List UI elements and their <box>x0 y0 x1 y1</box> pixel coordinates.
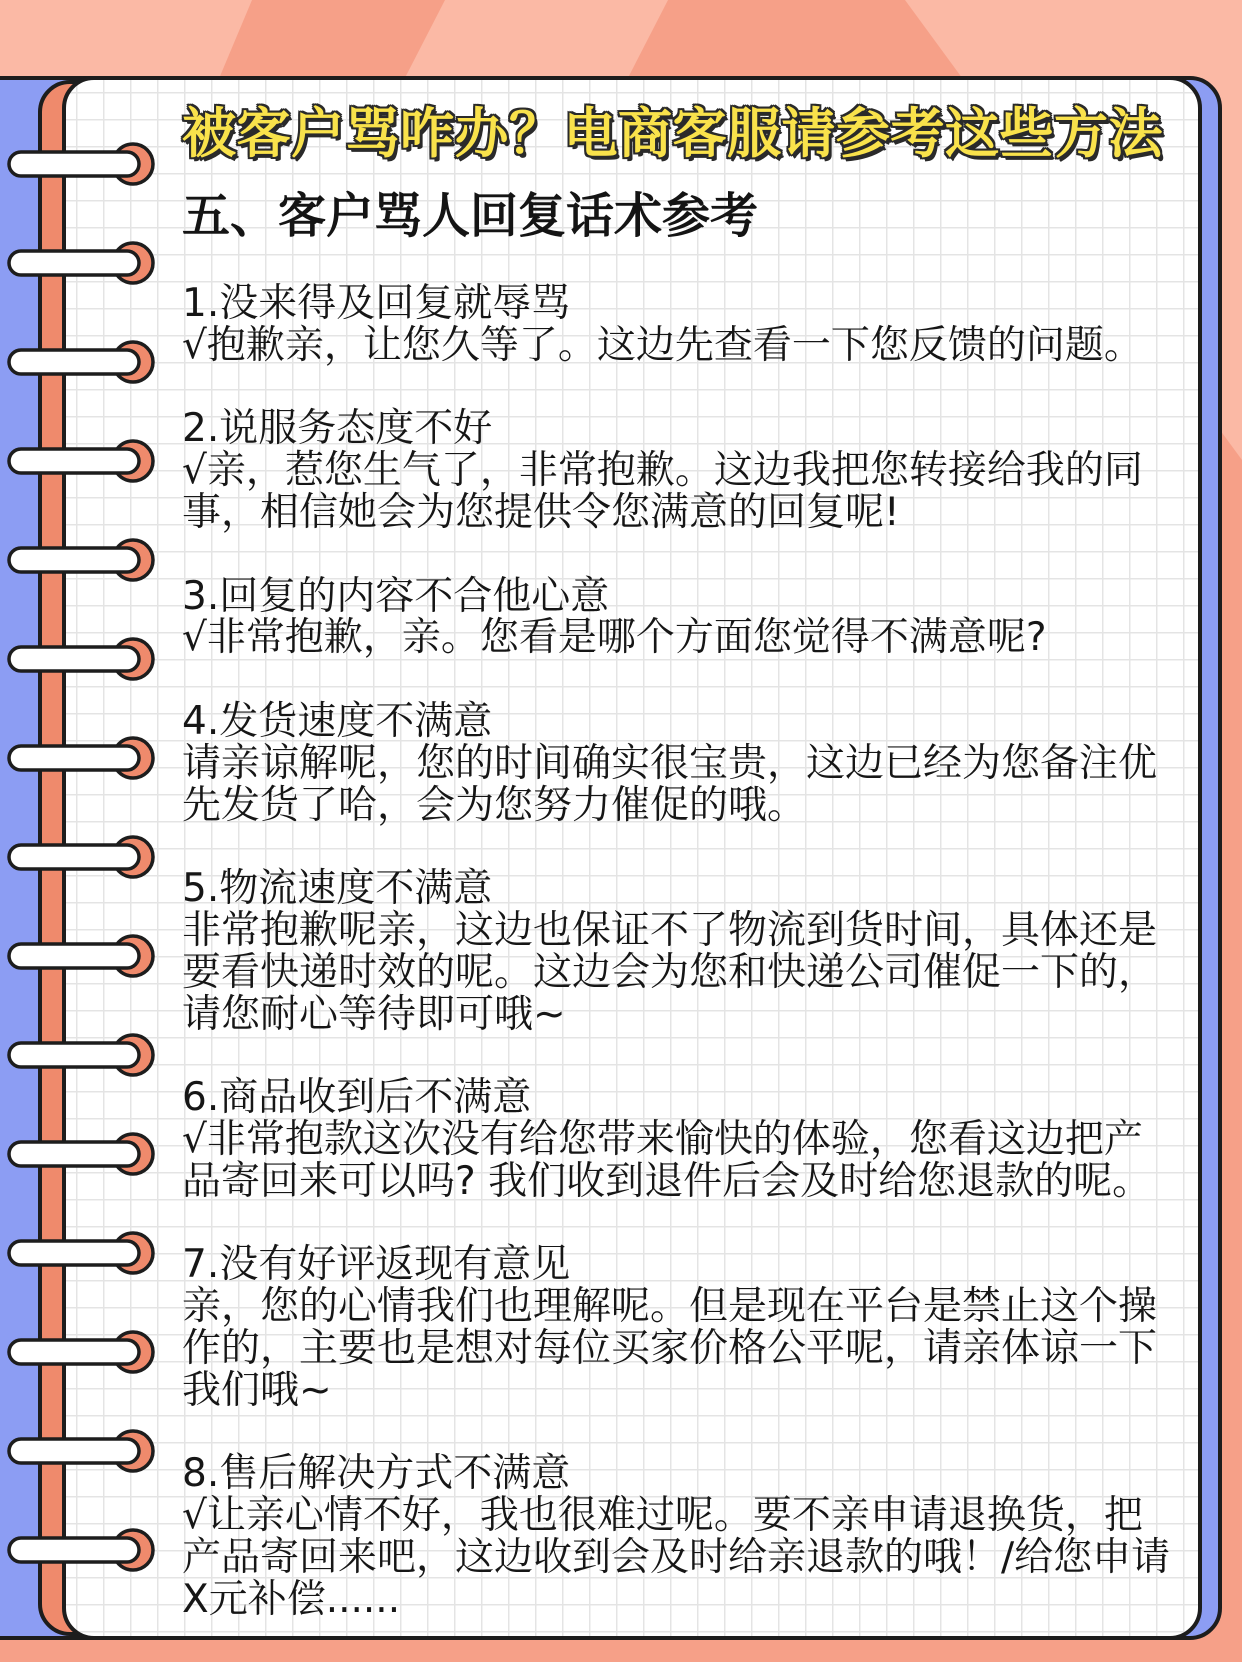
item-reply-line: 先发货了哈，会为您努力催促的哦。 <box>182 782 807 828</box>
item-reply-line: 产品寄回来吧，这边收到会及时给亲退款的哦！/给您申请 <box>182 1534 1171 1580</box>
spiral-ring <box>9 1035 153 1075</box>
ring-wire <box>9 152 139 176</box>
ring-wire <box>9 746 139 770</box>
spiral-ring <box>9 837 153 877</box>
reply-item-3 <box>182 573 1170 661</box>
ring-wire <box>9 251 139 275</box>
spiral-ring <box>9 1530 153 1570</box>
ring-wire <box>9 845 139 869</box>
reply-item-8 <box>182 1453 1170 1620</box>
spiral-ring <box>9 1431 153 1471</box>
item-heading: 1.没来得及回复就辱骂 <box>182 281 571 326</box>
spiral-ring <box>9 738 153 778</box>
spiral-ring <box>9 1332 153 1372</box>
item-heading: 2.说服务态度不好 <box>182 406 493 452</box>
spiral-ring <box>9 639 153 679</box>
ring-wire <box>9 548 139 572</box>
ring-wire <box>9 1340 139 1364</box>
item-reply-line: √抱歉亲，让您久等了。这边先查看一下您反馈的问题。 <box>182 322 1143 368</box>
reply-item-7 <box>182 1244 1170 1411</box>
section-heading: 五、客户骂人回复话术参考 <box>182 188 759 244</box>
reply-item-4 <box>182 698 1170 828</box>
ring-wire <box>9 350 139 374</box>
ring-wire <box>9 449 139 473</box>
item-reply-line: √亲，惹您生气了，非常抱歉。这边我把您转接给我的同 <box>182 448 1143 494</box>
ring-wire <box>9 1043 139 1067</box>
item-reply-line: √让亲心情不好，我也很难过呢。要不亲申请退换货，把 <box>182 1493 1143 1539</box>
item-heading: 8.售后解决方式不满意 <box>182 1451 571 1497</box>
item-heading: 7.没有好评返现有意见 <box>182 1242 571 1288</box>
item-reply-line: √非常抱歉，亲。您看是哪个方面您觉得不满意呢? <box>182 615 1047 661</box>
reply-item-2 <box>182 408 1170 533</box>
spiral-ring <box>9 342 153 382</box>
spiral-ring <box>9 936 153 976</box>
item-heading: 4.发货速度不满意 <box>182 698 493 744</box>
ring-wire <box>9 944 139 968</box>
item-heading: 5.物流速度不满意 <box>182 866 493 912</box>
item-reply-line: 非常抱歉呢亲，这边也保证不了物流到货时间，具体还是 <box>182 907 1158 953</box>
spiral-ring <box>9 540 153 580</box>
ring-wire <box>9 1142 139 1166</box>
reply-item-6 <box>182 1077 1170 1202</box>
item-reply-line: 请亲谅解呢，您的时间确实很宝贵，这边已经为您备注优 <box>182 740 1158 786</box>
spiral-ring <box>9 441 153 481</box>
item-reply-line: 作的，主要也是想对每位买家价格公平呢，请亲体谅一下 <box>182 1325 1158 1371</box>
page-title: 被客户骂咋办？电商客服请参考这些方法 <box>182 102 1163 165</box>
item-reply-line: 亲，您的心情我们也理解呢。但是现在平台是禁止这个操 <box>182 1284 1158 1330</box>
item-heading: 3.回复的内容不合他心意 <box>182 573 610 619</box>
item-reply-line: 请您耐心等待即可哦~ <box>182 991 566 1037</box>
spiral-ring <box>9 1134 153 1174</box>
item-heading: 6.商品收到后不满意 <box>182 1075 532 1121</box>
item-reply-line: 品寄回来可以吗? 我们收到退件后会及时给您退款的呢。 <box>182 1158 1152 1204</box>
spiral-ring <box>9 144 153 184</box>
ring-wire <box>9 647 139 671</box>
item-reply-line: 我们哦~ <box>182 1367 332 1413</box>
reply-scripts-list <box>182 283 1170 1662</box>
reply-item-5 <box>182 868 1170 1035</box>
ring-wire <box>9 1241 139 1265</box>
spiral-ring <box>9 1233 153 1273</box>
item-reply-line: 要看快递时效的呢。这边会为您和快递公司催促一下的， <box>182 949 1158 995</box>
item-reply-line: X元补偿...... <box>182 1576 401 1622</box>
item-reply-line: √非常抱款这次没有给您带来愉快的体验，您看这边把产 <box>182 1116 1143 1162</box>
spiral-ring <box>9 243 153 283</box>
item-reply-line: 事，相信她会为您提供令您满意的回复呢! <box>182 489 900 535</box>
spiral-binding <box>0 0 200 1660</box>
ring-wire <box>9 1538 139 1562</box>
reply-item-1 <box>182 283 1170 367</box>
ring-wire <box>9 1439 139 1463</box>
